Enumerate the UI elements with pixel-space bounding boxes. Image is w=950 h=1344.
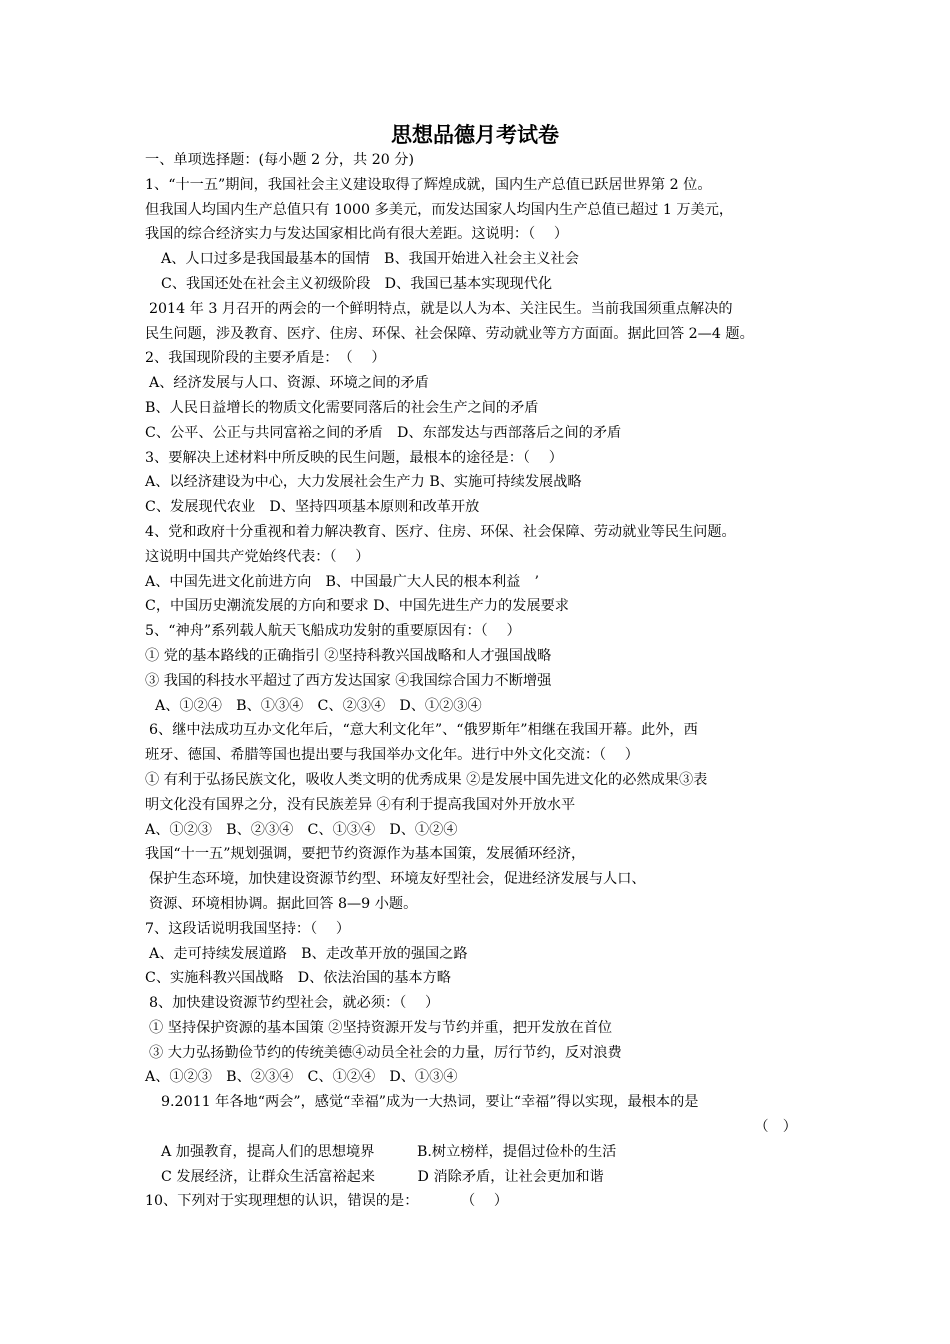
- exam-content: [145, 148, 815, 1214]
- question-7-option: A、走可持续发展道路 B、走改革开放的强国之路: [149, 945, 468, 962]
- question-1-text: 但我国人均国内生产总值只有 1000 多美元，而发达国家人均国内生产总值已超过 1 万美元，: [145, 201, 734, 218]
- question-6-statement: ① 有利于弘扬民族文化，吸收人类文明的优秀成果 ②是发展中国先进文化的必然成果③表: [145, 771, 708, 788]
- page-title: 思想品德月考试卷: [391, 122, 559, 147]
- material-text: 2014 年 3 月召开的两会的一个鲜明特点，就是以人为本、关注民生。当前我国须重点解决的: [149, 300, 733, 317]
- material-text: 资源、环境相协调。据此回答 8—9 小题。: [149, 895, 418, 912]
- question-8-text: 8、加快建设资源节约型社会，就必须：（ ）: [149, 995, 440, 1012]
- question-10-text: 10、下列对于实现理想的认识，错误的是： （ ）: [145, 1193, 509, 1210]
- section-heading: 一、单项选择题：(每小题 2 分，共 20 分): [145, 152, 415, 168]
- question-1-options: A、人口过多是我国最基本的国情 B、我国开始进入社会主义社会: [161, 251, 579, 268]
- question-7-option: C、实施科教兴国战略 D、依法治国的基本方略: [145, 970, 451, 987]
- question-5-statement: ① 党的基本路线的正确指引 ②坚持科教兴国战略和人才强国战略: [145, 647, 552, 664]
- question-4-text: 4、党和政府十分重视和着力解决教育、医疗、住房、环保、社会保障、劳动就业等民生问题。: [145, 523, 736, 540]
- question-6-text: 班牙、德国、希腊等国也提出要与我国举办文化年。进行中外文化交流：（ ）: [145, 747, 639, 764]
- material-text: 我国“十一五”规划强调，要把节约资源作为基本国策，发展循环经济，: [145, 846, 586, 863]
- question-6-text: 6、继中法成功互办文化年后，“意大利文化年”、“俄罗斯年”相继在我国开幕。此外，西: [149, 722, 698, 739]
- question-5-text: 5、“神舟”系列载人航天飞船成功发射的重要原因有：（ ）: [145, 623, 521, 640]
- question-9-option: C 发展经济，让群众生活富裕起来 D 消除矛盾，让社会更加和谐: [161, 1168, 604, 1185]
- question-9-option: A 加强教育，提高人们的思想境界 B.树立榜样，提倡过俭朴的生活: [161, 1143, 617, 1160]
- question-2-option: A、经济发展与人口、资源、环境之间的矛盾: [149, 375, 429, 392]
- question-8-statement: ① 坚持保护资源的基本国策 ②坚持资源开发与节约并重，把开发放在首位: [149, 1019, 613, 1036]
- question-2-option: B、人民日益增长的物质文化需要同落后的社会生产之间的矛盾: [145, 399, 539, 416]
- question-8-statement: ③ 大力弘扬勤俭节约的传统美德④动员全社会的力量，厉行节约，反对浪费: [149, 1044, 622, 1061]
- question-5-options: A、①②④ B、①③④ C、②③④ D、①②③④: [155, 697, 482, 714]
- question-3-option: A、以经济建设为中心，大力发展社会生产力 B、实施可持续发展战略: [145, 474, 582, 491]
- question-1-options: C、我国还处在社会主义初级阶段 D、我国已基本实现现代化: [161, 275, 553, 292]
- question-5-statement: ③ 我国的科技水平超过了西方发达国家 ④我国综合国力不断增强: [145, 672, 552, 689]
- question-9-text: 9.2011 年各地“两会”，感觉“幸福”成为一大热词，要让“幸福”得以实现，最根本的是: [161, 1094, 699, 1111]
- question-3-option: C、发展现代农业 D、坚持四项基本原则和改革开放: [145, 499, 480, 516]
- question-3-text: 3、要解决上述材料中所反映的民生问题，最根本的途径是：（ ）: [145, 449, 563, 466]
- question-4-option: C，中国历史潮流发展的方向和要求 D、中国先进生产力的发展要求: [145, 598, 569, 615]
- question-1-text: 1、“十一五”期间，我国社会主义建设取得了辉煌成就，国内生产总值已跃居世界第 2 位。: [145, 176, 712, 193]
- material-text: 保护生态环境，加快建设资源节约型、环境友好型社会，促进经济发展与人口、: [149, 871, 646, 888]
- question-6-statement: 明文化没有国界之分，没有民族差异 ④有利于提高我国对外开放水平: [145, 796, 576, 813]
- question-4-text: 这说明中国共产党始终代表：（ ）: [145, 548, 370, 565]
- material-text: 民生问题，涉及教育、医疗、住房、环保、社会保障、劳动就业等方方面面。据此回答 2—4 题。: [145, 325, 754, 342]
- question-9-answer-bracket: （ ）: [754, 1119, 797, 1136]
- question-8-options: A、①②③ B、②③④ C、①②④ D、①③④: [145, 1069, 458, 1086]
- question-1-text: 我国的综合经济实力与发达国家相比尚有很大差距。这说明：（ ）: [145, 226, 569, 243]
- question-4-option: A、中国先进文化前进方向 B、中国最广大人民的根本利益 ’: [145, 573, 540, 590]
- question-7-text: 7、这段话说明我国坚持：（ ）: [145, 920, 351, 937]
- question-2-text: 2、我国现阶段的主要矛盾是： （ ）: [145, 350, 386, 367]
- question-2-option: C、公平、公正与共同富裕之间的矛盾 D、东部发达与西部落后之间的矛盾: [145, 424, 622, 441]
- question-6-options: A、①②③ B、②③④ C、①③④ D、①②④: [145, 821, 458, 838]
